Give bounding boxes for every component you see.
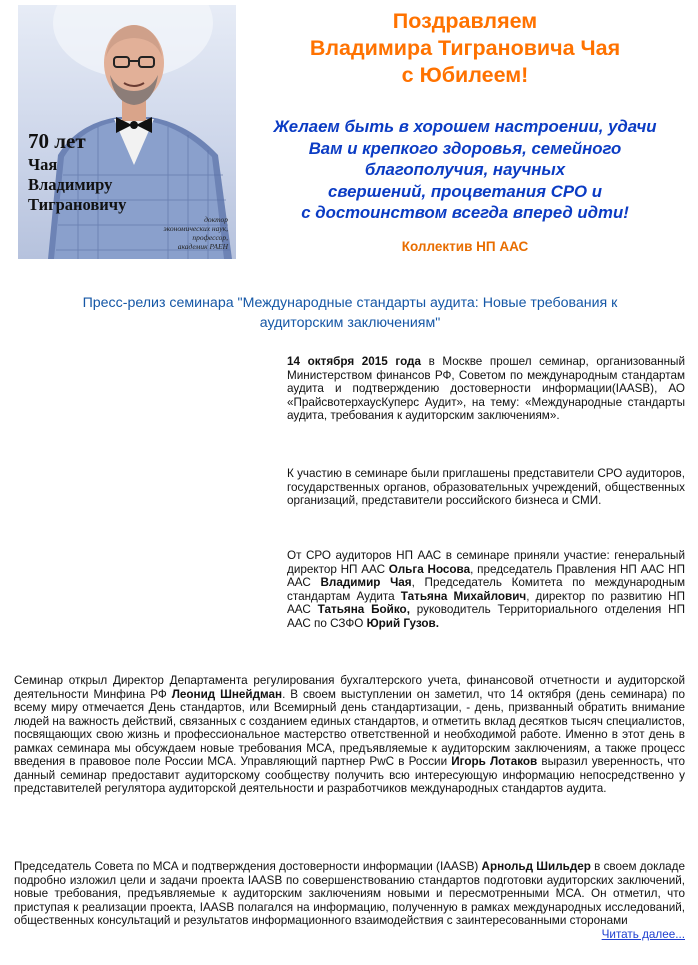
jubilee-poster (18, 5, 236, 259)
person-name: Ольга Носова (388, 562, 471, 576)
paragraph-3: От СРО аудиторов НП ААС в семинаре приняли участие: генеральный директор НП ААС Ольга Носова, председатель Правления НП ААС НП ААС Владимир Чая, Председатель Комитета по международным стандартам Аудита Татьяна Михайлович, директор по развитию НП ААС Татьяна Бойко, руководитель Территориального отделения НП ААС по СЗФО Юрий Гузов. (287, 549, 686, 630)
paragraph-1: 14 октября 2015 года в Москве прошел семинар, организованный Министерством финансов РФ, Советом по международным стандартам аудита и подтверждению достоверности информации(IAASB), АО «ПрайсвотерхаусКуперс Аудит», на тему: «Международные стандарты аудита, требования к аудиторским заключениям». (287, 355, 685, 422)
person-name: Татьяна Михайлович (400, 589, 527, 603)
wishes-text: Желаем быть в хорошем настроении, удачи Вам и крепкого здоровья, семейного благополучия, научных свершений, процветания СРО и с достоинством всегда вперед идти! (273, 117, 657, 222)
poster-dedication: Чая Владимиру Тиграновичу (28, 155, 127, 214)
signature: Коллектив НП ААС (401, 239, 529, 254)
person-name: Татьяна Бойко, (317, 603, 410, 616)
poster-age: 70 лет (28, 129, 86, 153)
congratulations-heading: Поздравляем Владимира Тиграновича Чая с Юбилеем! (309, 9, 621, 87)
person-name: Арнольд Шильдер (481, 860, 591, 873)
person-name: Леонид Шнейдман (171, 687, 283, 701)
paragraph-5: Председатель Совета по МСА и подтверждения достоверности информации (IAASB) Арнольд Шильдер в своем докладе подробно изложил цели и задачи проекта IAASB по совершенствованию стандартов подготовки аудиторских заключений, новые требования, предъявляемые к аудиторским заключениям новыми и пересмотренными МСА. Он отметил, что приступая к реализации проекта, IAASB полагался на информацию, полученную в рамках международных исследований, общественных консультаций и результатов информационного взаимодействия с заинтересованными сторонами Читать далее... (14, 860, 685, 941)
press-release-title: Пресс-релиз семинара "Международные стандарты аудита: Новые требования к аудиторским заключениям" (82, 295, 618, 331)
person-name: Игорь Лотаков (451, 755, 538, 768)
poster-degree: доктор экономических наук, профессор, академик РАЕН (163, 215, 228, 251)
paragraph-4: Семинар открыл Директор Департамента регулирования бухгалтерского учета, финансовой отчетности и аудиторской деятельности Минфина РФ Леонид Шнейдман. В своем выступлении он заметил, что 14 октября (день семинара) по всему миру отмечается День стандартов, или Всемирный день стандартизации, - день, призванный обратить внимание людей на важность действий, связанных с созданием единых стандартов, и отметить вклад десятков тысяч специалистов, посвящающих свою жизнь и профессиональное мастерство ответственной и необходимой работе. Именно в этот день в рамках семинара мы обсуждаем новые требования МСА, предъявляемые к аудиторским заключениям, а также процесс введения в правовое поле России МСА. Управляющий партнер PwC в России Игорь Лотаков выразил уверенность, что данный семинар предоставит аудиторскому сообществу получить всю интересующую информацию непосредственно у представителей регулятора аудиторской деятельности и разработчиков международных стандартов аудита. (14, 674, 686, 795)
paragraph-2: К участию в семинаре были приглашены представители СРО аудиторов, государственных органов, образовательных учреждений, общественных организаций, представители российского бизнеса и СМИ. (287, 467, 685, 507)
person-name: Владимир Чая (320, 576, 412, 589)
seminar-date: 14 октября 2015 года (287, 355, 421, 368)
person-name: Юрий Гузов. (366, 616, 439, 630)
read-more-link[interactable]: Читать далее... (601, 927, 685, 941)
